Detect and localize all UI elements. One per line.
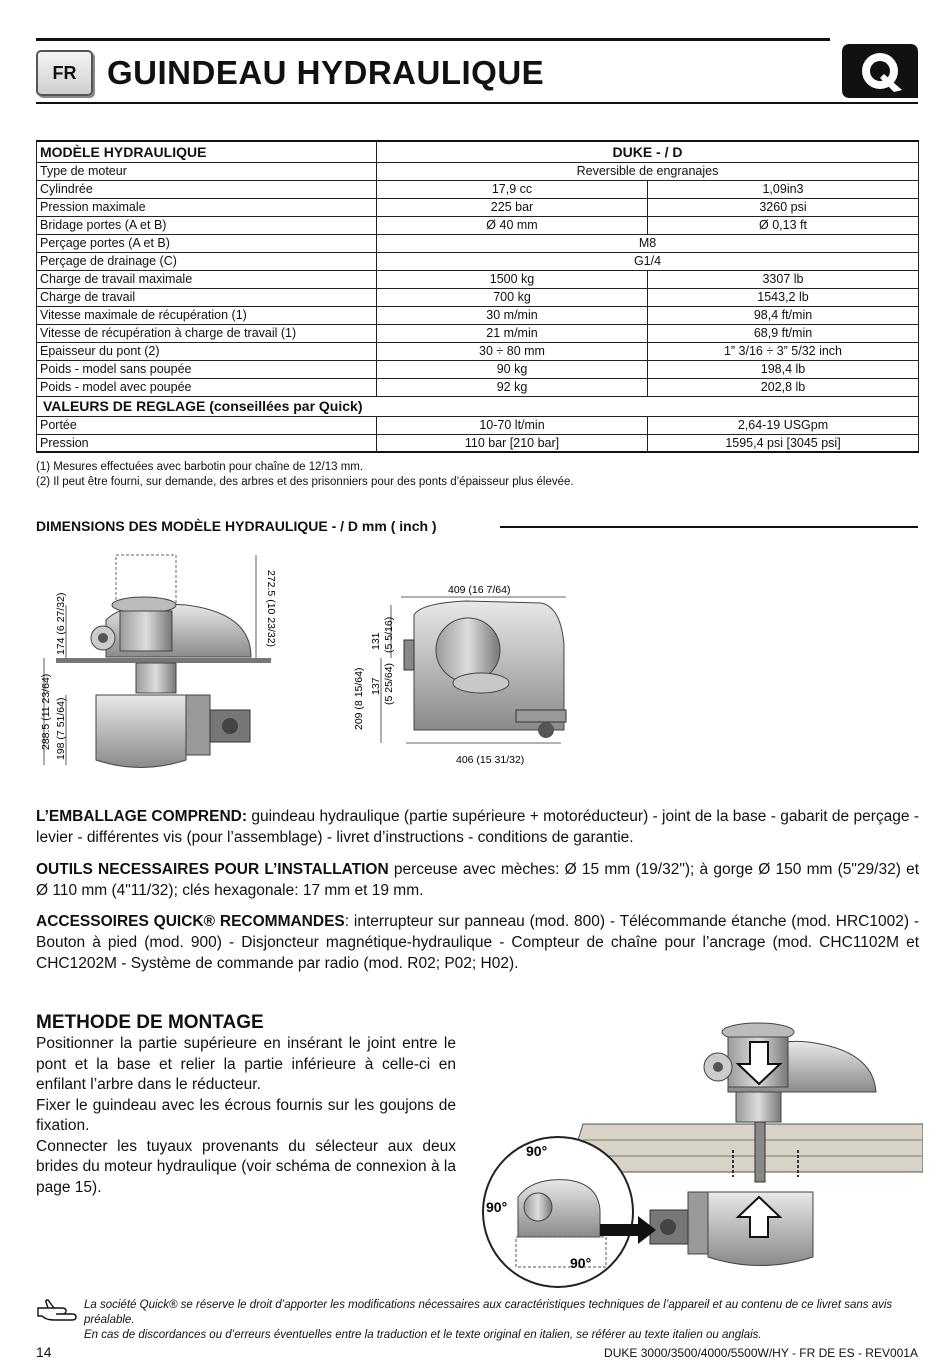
row-label: Bridage portes (A et B) bbox=[37, 216, 377, 234]
row-value-metric: Ø 40 mm bbox=[377, 216, 648, 234]
row-value-imperial: 2,64-19 USGpm bbox=[648, 416, 919, 434]
quick-logo-icon bbox=[840, 38, 920, 100]
row-label: Cylindrée bbox=[37, 180, 377, 198]
dim-label: 174 (6 27/32) bbox=[55, 592, 67, 655]
dim-label: 198 (7 51/64) bbox=[55, 697, 67, 760]
row-label: Poids - model sans poupée bbox=[37, 360, 377, 378]
dim-label: 409 (16 7/64) bbox=[448, 584, 511, 596]
tools-paragraph bbox=[36, 859, 919, 901]
angle-label: 90° bbox=[486, 1199, 508, 1215]
row-label: Type de moteur bbox=[37, 162, 377, 180]
row-label: Perçage de drainage (C) bbox=[37, 252, 377, 270]
page-number: 14 bbox=[36, 1344, 52, 1360]
row-value-imperial: 3260 psi bbox=[648, 198, 919, 216]
method-step-1: Positionner la partie supérieure en insérant le joint entre le pont et la base et relier la partie inférieure à celle-ci en enfilant l’arbre dans le réducteur. bbox=[36, 1035, 456, 1093]
table-row bbox=[37, 288, 919, 306]
row-label: Charge de travail bbox=[37, 288, 377, 306]
dim-label: 137 bbox=[370, 677, 382, 695]
table-section-row bbox=[37, 396, 919, 416]
row-value-metric: 700 kg bbox=[377, 288, 648, 306]
method-step-3: Connecter les tuyaux provenants du sélecteur aux deux brides du moteur hydraulique (voir schéma de connexion à la page 15). bbox=[36, 1137, 456, 1196]
row-label: Pression maximale bbox=[37, 198, 377, 216]
row-label: Charge de travail maximale bbox=[37, 270, 377, 288]
dim-label: (5 25/64) bbox=[383, 662, 395, 705]
mounting-diagram bbox=[478, 1012, 923, 1292]
row-value-metric: 17,9 cc bbox=[377, 180, 648, 198]
packaging-text: guindeau hydraulique (partie supérieure + motoréducteur) - joint de la base - gabarit de perçage - levier - différentes vis (pour l’assemblage) - livret d’instructions - conditions de garantie. bbox=[36, 808, 920, 846]
row-value: Reversible de engranajes bbox=[377, 162, 919, 180]
language-code: FR bbox=[52, 62, 77, 83]
row-value-imperial: 202,8 lb bbox=[648, 378, 919, 396]
row-label: Perçage portes (A et B) bbox=[37, 234, 377, 252]
row-label: Vitesse de récupération à charge de travail (1) bbox=[37, 324, 377, 342]
row-value-imperial: 1,09in3 bbox=[648, 180, 919, 198]
row-value-imperial: 198,4 lb bbox=[648, 360, 919, 378]
angle-label: 90° bbox=[526, 1143, 548, 1159]
table-row bbox=[37, 342, 919, 360]
table-row bbox=[37, 378, 919, 396]
dim-label: 272.5 (10 23/32) bbox=[265, 570, 277, 648]
disclaimer-line-1: La société Quick® se réserve le droit d’apporter les modifications nécessaires aux caractéristiques techniques de l’appareil et au contenu de ce livret sans avis préalable. bbox=[84, 1299, 893, 1326]
row-value-metric: 30 m/min bbox=[377, 306, 648, 324]
dim-label: 131 bbox=[370, 632, 382, 650]
document-reference: DUKE 3000/3500/4000/5500W/HY - FR DE ES - REV001A bbox=[604, 1346, 918, 1360]
method-step-2: Fixer le guindeau avec les écrous fournis sur les goujons de fixation. bbox=[36, 1096, 456, 1134]
accessories-text: : interrupteur sur panneau (mod. 800) - Télécommande étanche (mod. HRC1002) - Bouton à pied (mod. 900) - Disjoncteur magnétique-hydraulique - Compteur de chaîne pour l’ancrage (mod. CHC1102M et CHC1202M - Système de commande par radio (mod. R02; P02; H02). bbox=[36, 913, 919, 972]
dim-label: 209 (8 15/64) bbox=[353, 667, 365, 730]
page-title: GUINDEAU HYDRAULIQUE bbox=[107, 54, 545, 91]
dim-label: (5 5/16) bbox=[383, 616, 395, 653]
dim-label: 406 (15 31/32) bbox=[456, 754, 525, 766]
method-title: METHODE DE MONTAGE bbox=[36, 1012, 264, 1033]
row-value-metric: 92 kg bbox=[377, 378, 648, 396]
disclaimer-line-2: En cas de discordances ou d’erreurs éventuelles entre la traduction et le texte original en italien, se référer au texte italien ou anglais. bbox=[84, 1329, 762, 1341]
table-row bbox=[37, 434, 919, 452]
table-row bbox=[37, 270, 919, 288]
row-value-metric: 225 bar bbox=[377, 198, 648, 216]
row-value: M8 bbox=[377, 234, 919, 252]
row-label: Pression bbox=[37, 434, 377, 452]
row-value-imperial: 1595,4 psi [3045 psi] bbox=[648, 434, 919, 452]
section-label: VALEURS DE REGLAGE (conseillées par Quick) bbox=[37, 396, 919, 416]
table-row bbox=[37, 180, 919, 198]
row-value-metric: 1500 kg bbox=[377, 270, 648, 288]
row-value-imperial: 3307 lb bbox=[648, 270, 919, 288]
row-value-metric: 30 ÷ 80 mm bbox=[377, 342, 648, 360]
row-value-imperial: 1” 3/16 ÷ 3” 5/32 inch bbox=[648, 342, 919, 360]
row-label: Portée bbox=[37, 416, 377, 434]
packaging-paragraph bbox=[36, 806, 919, 848]
spec-table bbox=[36, 140, 919, 453]
side-view-drawing bbox=[40, 555, 277, 768]
table-header-value: DUKE - / D bbox=[377, 141, 919, 162]
dimension-drawings bbox=[36, 545, 596, 770]
row-value-metric: 110 bar [210 bar] bbox=[377, 434, 648, 452]
language-badge bbox=[36, 50, 93, 96]
row-value-metric: 10-70 lt/min bbox=[377, 416, 648, 434]
row-value-metric: 90 kg bbox=[377, 360, 648, 378]
tools-text: perceuse avec mèches: Ø 15 mm (19/32"); à gorge Ø 150 mm (5"29/32) et Ø 110 mm (4"11/32); clés hexagonale: 17 mm et 19 mm. bbox=[36, 861, 919, 899]
table-notes bbox=[36, 460, 574, 490]
footer-disclaimer bbox=[84, 1298, 924, 1343]
packaging-label: L’EMBALLAGE COMPREND: bbox=[36, 808, 247, 825]
table-header-label: MODÈLE HYDRAULIQUE bbox=[37, 141, 377, 162]
front-view-drawing bbox=[353, 584, 566, 766]
note-2: (2) Il peut être fourni, sur demande, des arbres et des prisonniers pour des ponts d’épaisseur plus élevée. bbox=[36, 476, 574, 488]
table-row bbox=[37, 416, 919, 434]
row-label: Epaisseur du pont (2) bbox=[37, 342, 377, 360]
table-row bbox=[37, 198, 919, 216]
row-value-metric: 21 m/min bbox=[377, 324, 648, 342]
table-row bbox=[37, 324, 919, 342]
dimensions-title: DIMENSIONS DES MODÈLE HYDRAULIQUE - / D mm ( inch ) bbox=[36, 518, 437, 534]
table-row bbox=[37, 306, 919, 324]
table-row bbox=[37, 360, 919, 378]
row-value-imperial: Ø 0,13 ft bbox=[648, 216, 919, 234]
pointing-hand-icon bbox=[36, 1298, 78, 1326]
row-label: Vitesse maximale de récupération (1) bbox=[37, 306, 377, 324]
table-header-row bbox=[37, 141, 919, 162]
table-row bbox=[37, 216, 919, 234]
row-value-imperial: 68,9 ft/min bbox=[648, 324, 919, 342]
accessories-paragraph bbox=[36, 911, 919, 974]
angle-label: 90° bbox=[570, 1255, 592, 1271]
dimensions-rule bbox=[500, 526, 918, 528]
dim-label: 288.5 (11 23/64) bbox=[40, 673, 52, 750]
note-1: (1) Mesures effectuées avec barbotin pour chaîne de 12/13 mm. bbox=[36, 461, 364, 473]
row-value: G1/4 bbox=[377, 252, 919, 270]
row-value-imperial: 98,4 ft/min bbox=[648, 306, 919, 324]
accessories-label: ACCESSOIRES QUICK® RECOMMANDES bbox=[36, 913, 345, 930]
header-bottom-rule bbox=[36, 102, 918, 104]
row-label: Poids - model avec poupée bbox=[37, 378, 377, 396]
header-top-rule bbox=[36, 38, 830, 41]
table-row bbox=[37, 252, 919, 270]
table-row bbox=[37, 234, 919, 252]
table-row bbox=[37, 162, 919, 180]
method-body bbox=[36, 1034, 456, 1198]
row-value-imperial: 1543,2 lb bbox=[648, 288, 919, 306]
tools-label: OUTILS NECESSAIRES POUR L’INSTALLATION bbox=[36, 861, 389, 878]
